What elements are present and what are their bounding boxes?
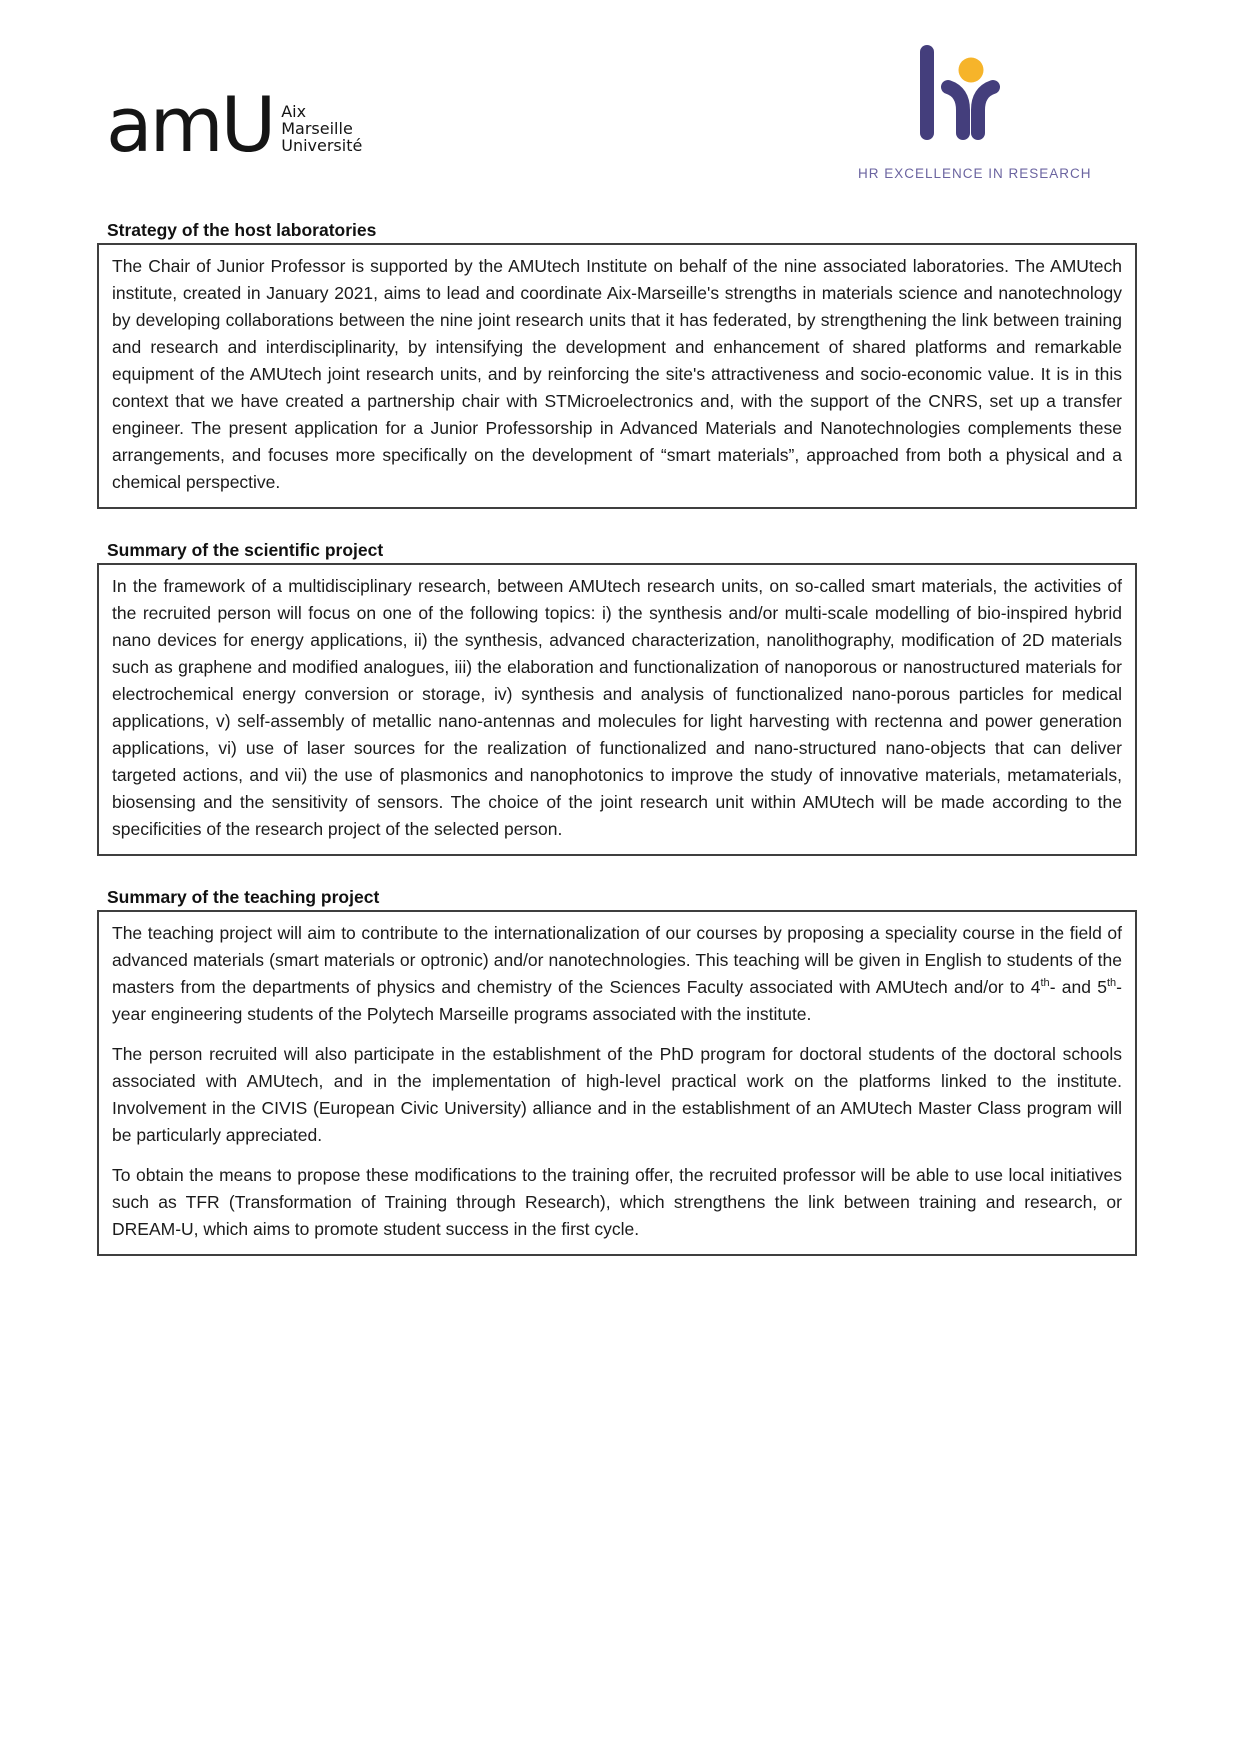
- teaching-p1-text: - and 5: [1049, 977, 1107, 997]
- amu-logo: [106, 80, 363, 169]
- hr-logo-r-shape: [978, 87, 993, 133]
- amu-logo-subtitle: [281, 103, 362, 156]
- teaching-project-paragraph-1: [112, 920, 1122, 1028]
- section-heading-strategy: Strategy of the host laboratories: [107, 220, 377, 240]
- strategy-text-box: [97, 243, 1137, 509]
- document-content: [97, 217, 1137, 1256]
- amu-subtitle-line: Université: [281, 136, 363, 156]
- hr-excellence-caption: HR EXCELLENCE IN RESEARCH: [858, 166, 1092, 181]
- amu-subtitle-line: Marseille: [281, 119, 353, 139]
- amu-subtitle-line: Aix: [281, 102, 307, 122]
- ordinal-superscript: th: [1106, 977, 1117, 990]
- ordinal-superscript: th: [1040, 977, 1050, 990]
- teaching-p1-text: -year engineering students of the Polytech Marseille programs associated with the institute.: [112, 977, 1122, 1024]
- hr-logo-icon: [920, 45, 1006, 141]
- hr-logo-head-dot: [959, 58, 984, 83]
- scientific-project-text-box: [97, 563, 1137, 856]
- teaching-project-paragraph-3: To obtain the means to propose these modifications to the training offer, the recruited professor will be able to use local initiatives such as TFR (Transformation of Training through Research), which strengthens the link between training and research, or DREAM-U, which aims to promote student success in the first cycle.: [112, 1165, 1122, 1239]
- teaching-p1-text: The teaching project will aim to contribute to the internationalization of our courses by proposing a speciality course in the field of advanced materials (smart materials or optronic) and/or nanotechnologies. This teaching will be given in English to students of the masters from the departments of physics and chemistry of the Sciences Faculty associated with AMUtech and/or to 4: [112, 923, 1122, 997]
- hr-logo-h-stem: [920, 45, 934, 140]
- hr-logo-h-bowl: [948, 87, 963, 133]
- section-heading-scientific-project: Summary of the scientific project: [107, 540, 384, 560]
- teaching-project-paragraph-2: The person recruited will also participate in the establishment of the PhD program for doctoral students of the doctoral schools associated with AMUtech, and in the implementation of high-level practical work on the platforms linked to the institute. Involvement in the CIVIS (European Civic University) alliance and in the establishment of an AMUtech Master Class program will be particularly appreciated.: [112, 1044, 1122, 1145]
- scientific-project-paragraph: In the framework of a multidisciplinary research, between AMUtech research units, on so-called smart materials, the activities of the recruited person will focus on one of the following topics: i) the synthesis and/or multi-scale modelling of bio-inspired hybrid nano devices for energy applications, ii) the synthesis, advanced characterization, nanolithography, modification of 2D materials such as graphene and modified analogues, iii) the elaboration and functionalization of nanoporous or nanostructured materials for electrochemical energy conversion or storage, iv) synthesis and analysis of functionalized nano-porous particles for medical applications, v) self-assembly of metallic nano-antennas and molecules for light harvesting with rectenna and power generation applications, vi) use of laser sources for the realization of functionalized and nano-structured nano-objects that can deliver targeted actions, and vii) the use of plasmonics and nanophotonics to improve the study of innovative materials, metamaterials, biosensing and the sensitivity of sensors. The choice of the joint research unit within AMUtech will be made according to the specificities of the research project of the selected person.: [112, 576, 1122, 839]
- teaching-project-text-box: [97, 910, 1137, 1256]
- hr-excellence-logo: [858, 45, 1092, 181]
- amu-wordmark: amU: [106, 80, 274, 169]
- strategy-paragraph: The Chair of Junior Professor is supported by the AMUtech Institute on behalf of the nine associated laboratories. The AMUtech institute, created in January 2021, aims to lead and coordinate Aix-Marseille's strengths in materials science and nanotechnology by developing collaborations between the nine joint research units that it has federated, by strengthening the link between training and research and interdisciplinarity, by intensifying the development and enhancement of shared platforms and remarkable equipment of the AMUtech joint research units, and by reinforcing the site's attractiveness and socio-economic value. It is in this context that we have created a partnership chair with STMicroelectronics and, with the support of the CNRS, set up a transfer engineer. The present application for a Junior Professorship in Advanced Materials and Nanotechnologies complements these arrangements, and focuses more specifically on the development of “smart materials”, approached from both a physical and a chemical perspective.: [112, 256, 1122, 492]
- section-heading-teaching-project: Summary of the teaching project: [107, 887, 380, 907]
